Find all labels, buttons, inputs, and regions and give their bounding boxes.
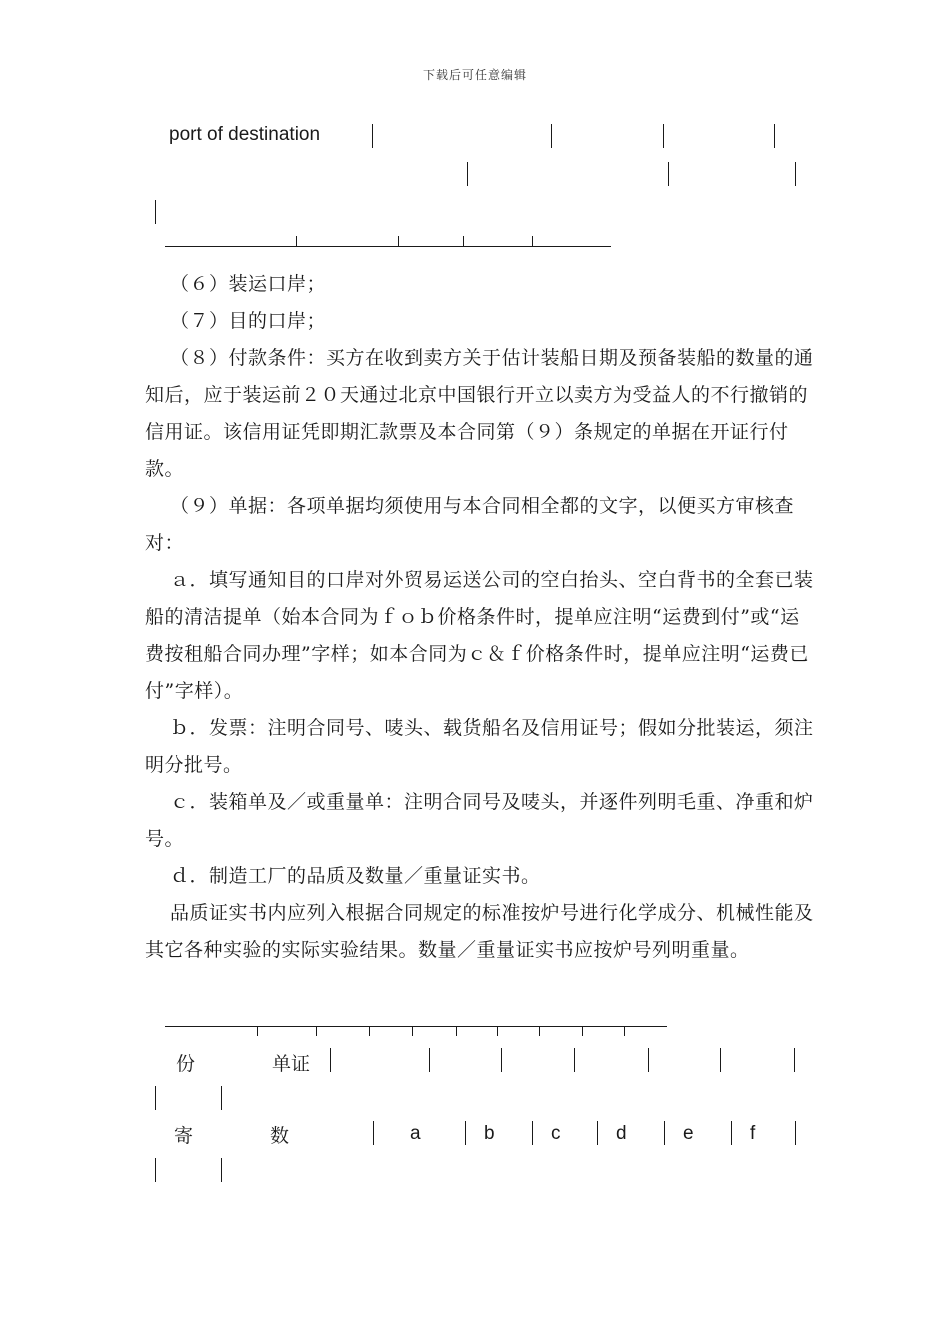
table-divider	[501, 1048, 502, 1072]
table-top-rule	[165, 1026, 667, 1027]
table-divider	[597, 1121, 598, 1145]
table-joint	[582, 1026, 583, 1036]
table-joint	[532, 236, 533, 246]
column-c: c	[551, 1123, 561, 1144]
paragraph-documents: （９）单据：各项单据均须使用与本合同相全都的文字，以便买方审核查对：	[145, 495, 795, 554]
table-joint	[624, 1026, 625, 1036]
table-divider	[155, 1086, 156, 1110]
table-divider	[532, 1121, 533, 1145]
table-divider	[155, 200, 156, 224]
cell-copies-label: 份	[176, 1053, 196, 1075]
cell-count-label: 数	[270, 1125, 290, 1147]
table-divider	[648, 1048, 649, 1072]
table-divider	[574, 1048, 575, 1072]
table-divider	[155, 1158, 156, 1182]
table-joint	[539, 1026, 540, 1036]
page-header: 下载后可任意编辑	[422, 68, 527, 82]
paragraph-item-d: ｄ．制造工厂的品质及数量／重量证实书。	[170, 865, 541, 887]
port-of-destination-label: port of destination	[169, 124, 321, 145]
table-joint	[257, 1026, 258, 1036]
table-joint	[412, 1026, 413, 1036]
body-text	[145, 266, 815, 969]
paragraph-item-b: ｂ．发票：注明合同号、唛头、载货船名及信用证号；假如分批装运，须注明分批号。	[145, 717, 814, 776]
table-divider	[373, 1121, 374, 1145]
paragraph-destination-port: （７）目的口岸；	[170, 310, 327, 332]
paragraph-payment-terms: （８）付款条件：买方在收到卖方关于估计装船日期及预备装船的数量的通知后，应于装运前２０天通过北京中国银行开立以卖方为受益人的不行撤销的信用证。该信用证凭即期汇款票及本合同第（９）条规定的单据在开证行付款。	[145, 347, 814, 480]
table-divider	[668, 162, 669, 186]
paragraph-item-c: ｃ．装箱单及／或重量单：注明合同号及唛头，并逐件列明毛重、净重和炉号。	[145, 791, 814, 850]
table-divider	[731, 1121, 732, 1145]
column-a: a	[410, 1123, 421, 1144]
table-divider	[551, 124, 552, 148]
table-joint	[369, 1026, 370, 1036]
column-d: d	[616, 1123, 627, 1144]
table-joint	[463, 236, 464, 246]
table-divider	[465, 1121, 466, 1145]
column-e: e	[683, 1123, 694, 1144]
paragraph-item-a: ａ．填写通知目的口岸对外贸易运送公司的空白抬头、空白背书的全套已装船的清洁提单（始本合同为ｆｏｂ价格条件时，提单应注明“运费到付”或“运费按租船合同办理”字样；如本合同为ｃ＆ｆ价格条件时，提单应注明“运费已付”字样）。	[145, 569, 814, 702]
paragraph-quality-certificate: 品质证实书内应列入根据合同规定的标准按炉号进行化学成分、机械性能及其它各种实验的实际实验结果。数量／重量证实书应按炉号列明重量。	[145, 902, 814, 961]
table-divider	[467, 162, 468, 186]
table-divider	[664, 1121, 665, 1145]
table-divider	[795, 162, 796, 186]
table-divider	[221, 1158, 222, 1182]
table-joint	[497, 1026, 498, 1036]
table-divider	[429, 1048, 430, 1072]
column-f: f	[750, 1123, 756, 1144]
table-divider	[794, 1048, 795, 1072]
table-divider	[720, 1048, 721, 1072]
table-divider	[774, 124, 775, 148]
cell-document-label: 单证	[272, 1053, 311, 1075]
column-b: b	[484, 1123, 495, 1144]
paragraph-loading-port: （６）装运口岸；	[170, 273, 327, 295]
table-bottom-rule	[165, 246, 611, 247]
table-joint	[456, 1026, 457, 1036]
table-divider	[372, 124, 373, 148]
cell-send-label: 寄	[174, 1125, 194, 1147]
table-joint	[316, 1026, 317, 1036]
table-joint	[296, 236, 297, 246]
table-joint	[398, 236, 399, 246]
table-divider	[330, 1048, 331, 1072]
table-divider	[663, 124, 664, 148]
table-divider	[221, 1086, 222, 1110]
table-divider	[795, 1121, 796, 1145]
